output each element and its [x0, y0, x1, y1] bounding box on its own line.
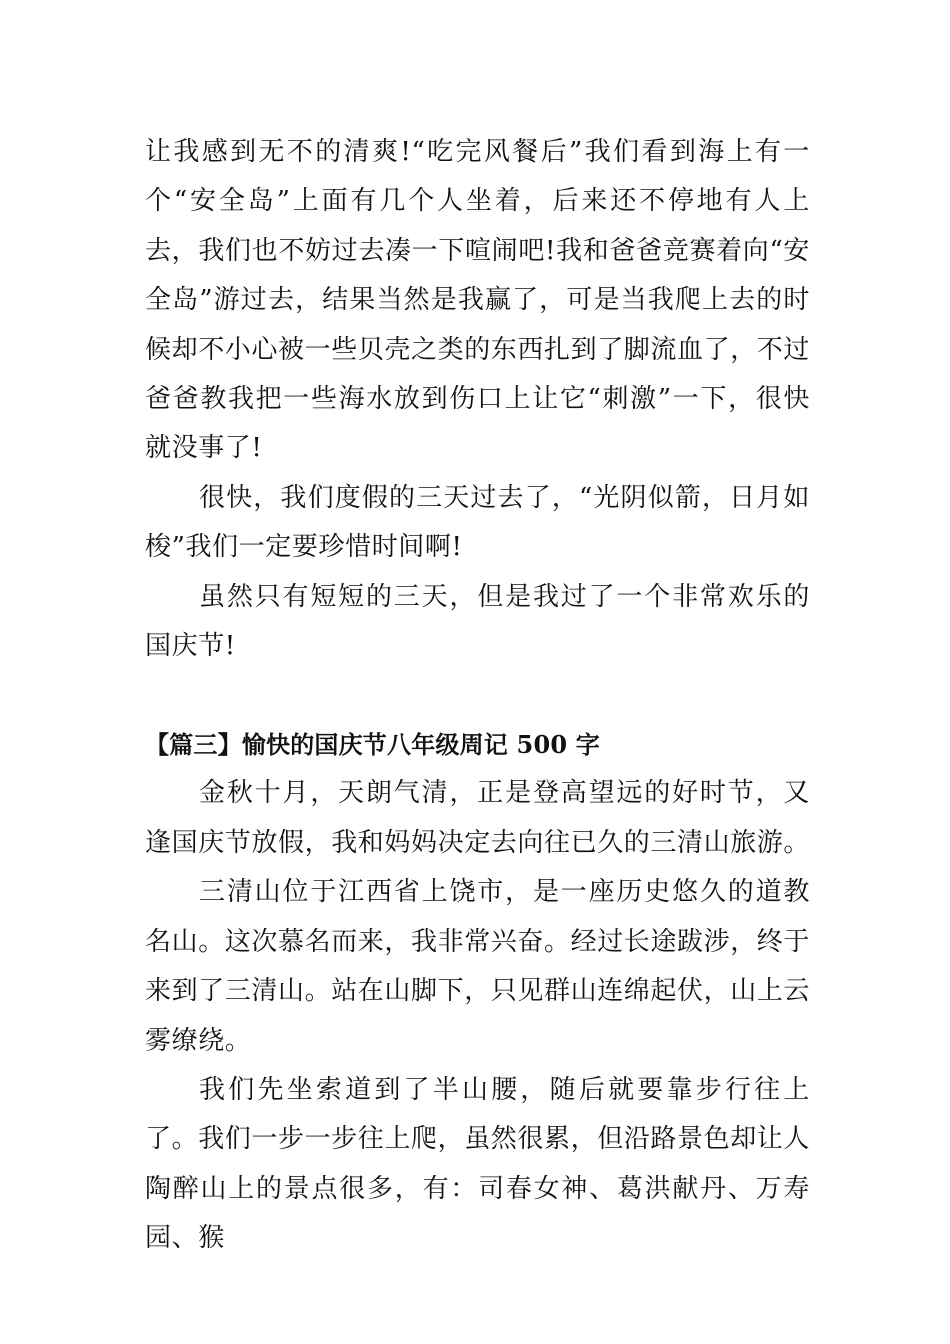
section-paragraph: 我们先坐索道到了半山腰，随后就要靠步行往上了。我们一步一步往上爬，虽然很累，但沿路景色却让人陶醉山上的景点很多，有：司春女神、葛洪献丹、万寿园、猴	[145, 1074, 811, 1254]
section-paragraph: 三清山位于江西省上饶市，是一座历史悠久的道教名山。这次慕名而来，我非常兴奋。经过长途跋涉，终于来到了三清山。站在山脚下，只见群山连绵起伏，山上云雾缭绕。	[145, 877, 811, 1056]
section-paragraph: 金秋十月，天朗气清，正是登高望远的好时节，又逢国庆节放假，我和妈妈决定去向往已久的三清山旅游。	[145, 778, 811, 858]
continuation-paragraph: 让我感到无不的清爽!“吃完风餐后”我们看到海上有一个“安全岛”上面有几个人坐着，后来还不停地有人上去，我们也不妨过去凑一下喧闹吧!我和爸爸竞赛着向“安全岛”游过去，结果当然是我赢了，可是当我爬上去的时候却不小心被一些贝壳之类的东西扎到了脚流血了，不过爸爸教我把一些海水放到伤口上让它“刺激”一下，很快就没事了!	[145, 137, 811, 464]
document-page	[145, 128, 810, 1264]
section-title: 【篇三】愉快的国庆节八年级周记 500 字	[145, 730, 601, 760]
paragraph-national-day: 虽然只有短短的三天，但是我过了一个非常欢乐的国庆节!	[145, 581, 810, 662]
paragraph-time-passes: 很快，我们度假的三天过去了，“光阴似箭，日月如梭”我们一定要珍惜时间啊!	[145, 482, 810, 563]
